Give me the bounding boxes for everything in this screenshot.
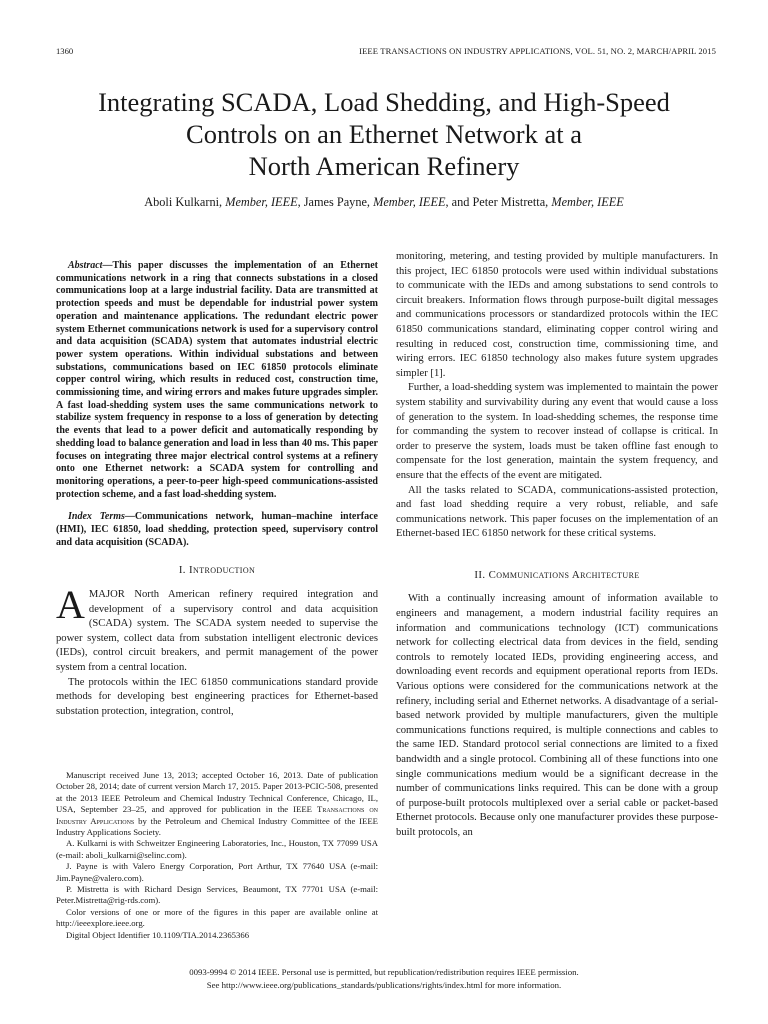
abstract-text: This paper discusses the implementation of an Ethernet communications network in a ring that connects substations in a closed communications loop at a large industrial facility. Data are transmitted at protection speeds and must be dependable for industrial power system operation and maintenance applications. The redundant electric power system Ethernet communications network is used for a supervisory control and data acquisition (SCADA) system that automates industrial electric power system operations. Within individual substations and between substations, communications based on IEC 61850 protocols eliminate copper control wiring, which results in reduced cost, construction time, commissioning time, and wiring errors and makes future upgrades simpler. A fast load-shedding system uses the same communications network to stabilize system frequency in response to a loss of generation by detecting the events that lead to a power deficit and automatically responding by shedding load to balance generation and load in less than 40 ms. This paper focuses on integrating three major electrical control systems at a refinery onto one Ethernet network: a SCADA system for controlling and monitoring operations, a peer-to-peer high-speed communications-assisted protection scheme, and a fast load-shedding system. — [56, 260, 378, 500]
title-line-1: Integrating SCADA, Load Shedding, and High-Speed — [98, 87, 670, 117]
right-paragraph-3: All the tasks related to SCADA, communications-assisted protection, and fast load shedding require a very robust, reliable, and safe communications network. This paper focuses on the implementation of an Ethernet-based IEC 61850 network for these critical systems. — [396, 484, 718, 540]
paper-title — [40, 86, 728, 182]
footnote-manuscript — [56, 770, 378, 838]
copyright-line-2: See http://www.ieee.org/publications_standards/publications/rights/index.html for more information. — [206, 979, 562, 990]
index-terms-label: Index Terms — [68, 511, 125, 523]
author-2-role: Member, IEEE — [373, 195, 446, 209]
title-line-2: Controls on an Ethernet Network at a — [186, 119, 582, 149]
left-column — [56, 250, 378, 719]
footnote-author-2: J. Payne is with Valero Energy Corporation, Port Arthur, TX 77640 USA (e-mail: Jim.Payne@valero.com). — [56, 861, 378, 883]
intro-paragraph-2: The protocols within the IEC 61850 communications standard provide methods for developing best engineering practices for Ethernet-based substation protection, integration, control, — [56, 676, 378, 717]
section-heading-architecture — [396, 568, 718, 583]
footnote-author-1: A. Kulkarni is with Schweitzer Engineering Laboratories, Inc., Houston, TX 77099 USA (e-mail: aboli_kulkarni@selinc.com). — [56, 838, 378, 860]
footnotes — [56, 770, 378, 941]
journal-name: IEEE TRANSACTIONS ON INDUSTRY APPLICATIONS, VOL. 51, NO. 2, MARCH/APRIL 2015 — [359, 46, 716, 56]
section-1-name: Introduction — [189, 564, 256, 577]
architecture-paragraph-1: With a continually increasing amount of information available to engineers and management, a modern industrial facility requires an information and communications technology (ICT) communications network for collecting electrical data from devices in the field, sending controls to remotely located IEDs, providing engineering access, and downloading event records and equipment operational reports from IEDs. Various options were considered for the communications network at the refinery, including serial and Ethernet networks. A disadvantage of a serial-based network provided by multiple manufacturers, given the multiple communications functions required, is multiple connections and cables to the same IED. Standard protocol serial connections are limited to a fixed bandwidth and a single protocol. Combining all of these functions into one single communications medium would be a significant decrease in the number of communications links required. This can be done with a group of purpose-built protocols multiplexed over a serial cable or packet-based Ethernet protocols. Because only one manufacturer provides these purpose-built protocols, an — [396, 593, 718, 838]
right-paragraph-2: Further, a load-shedding system was implemented to maintain the power system stability and survivability during any event that would cause a loss of generation to the system. In load-shedding schemes, the response time for commanding the system to recover instead of collapse is critical. In order to preserve the system, loads must be taken offline fast enough to compensate for the lost generation, maintain the system frequency, and ensure that the effects of the event are mitigated. — [396, 382, 718, 481]
section-heading-introduction — [56, 563, 378, 578]
footnote-journal-name: Transactions on Industry Applications — [56, 804, 379, 826]
author-list — [40, 195, 728, 210]
section-2-name: Communications Architecture — [488, 568, 640, 581]
right-column — [396, 250, 718, 841]
page-number: 1360 — [56, 46, 74, 56]
section-2-numeral: II. — [474, 568, 489, 581]
running-header — [56, 46, 716, 60]
section-1-numeral: I. — [178, 564, 190, 577]
abstract-label: Abstract — [68, 260, 103, 271]
copyright-footer — [0, 966, 768, 991]
intro-paragraph-1 — [56, 582, 378, 676]
author-1-role: Member, IEEE — [225, 195, 298, 209]
footnote-author-3: P. Mistretta is with Richard Design Services, Beaumont, TX 77701 USA (e-mail: Peter.Mistretta@rig-rds.com). — [56, 884, 378, 906]
author-3: , and Peter Mistretta, — [445, 195, 552, 209]
author-3-role: Member, IEEE — [551, 195, 624, 209]
author-1: Aboli Kulkarni, — [144, 195, 226, 209]
author-2: , James Payne, — [297, 195, 374, 209]
copyright-line-1: 0093-9994 © 2014 IEEE. Personal use is permitted, but republication/redistribution requires IEEE permission. — [189, 967, 579, 977]
right-paragraph-1: monitoring, metering, and testing provided by multiple manufacturers. In this project, IEC 61850 protocols were used within individual substations to communicate with the IEDs and among substations to send controls to circuit breakers. Information flows through purpose-built digital messages and communications processors or standardized protocols within the IEC 61850 communications standard, eliminating copper control wiring and resulting in reduced cost, construction time, commissioning time, and wiring errors. IEC 61850 technology also makes future system upgrades simpler [1]. — [396, 251, 718, 379]
footnote-color-figures: Color versions of one or more of the figures in this paper are available online at http://ieeexplore.ieee.org. — [56, 906, 378, 929]
intro-paragraph-1-text: MAJOR North American refinery required integration and development of a supervisory control and data acquisition (SCADA) system. The SCADA system needed to supervise the power system, collect data from substation intelligent electronic devices (IEDs), control circuit breakers, and permit management of the power system from a central location. — [56, 589, 378, 674]
footnote-manuscript-text: Manuscript received June 13, 2013; accepted October 16, 2013. Date of publication October 28, 2014; date of current version March 17, 2015. Paper 2013-PCIC-508, presented at the 2013 IEEE Petroleum and Chemical Industry Technical Conference, Chicago, IL, USA, September 23–25, and approved for publication in the IEEE — [56, 770, 378, 815]
drop-cap: A — [56, 582, 85, 628]
title-line-3: North American Refinery — [248, 151, 520, 181]
index-terms-text: Communications network, human–machine interface (HMI), IEC 61850, load shedding, protection speed, supervisory control and data acquisition (SCADA). — [56, 511, 378, 548]
index-terms: Index Terms—Communications network, human–machine interface (HMI), IEC 61850, load shedding, protection speed, supervisory control and data acquisition (SCADA). — [56, 511, 378, 548]
footnote-manuscript-end: by the Petroleum and Chemical Industry Committee of the IEEE Industry Applications Society. — [56, 815, 378, 838]
footnote-doi: Digital Object Identifier 10.1109/TIA.2014.2365366 — [66, 929, 250, 940]
abstract: Abstract—This paper discusses the implementation of an Ethernet communications network in a ring that connects substations in a closed communications loop at a large industrial facility. Data are transmitted at protection speeds and must be dependable for industrial power system operation and maintenance applications. The redundant electric power system Ethernet communications network is used for a supervisory control and data acquisition (SCADA) system that automates industrial electric power system operations. Within individual substations and between substations, communications based on IEC 61850 protocols eliminate copper control wiring, which results in reduced cost, construction time, commissioning time, and wiring errors and makes future upgrades simpler. A fast load-shedding system uses the same communications network to stabilize system frequency in response to a loss of generation by detecting the events that lead to a power deficit and automatically responding by shedding load to balance generation and load in less than 40 ms. This paper focuses on integrating three major electrical control systems at a refinery onto one Ethernet network: a SCADA system for controlling and monitoring operations, a peer-to-peer high-speed communications-assisted protection scheme, and a fast load-shedding system. — [56, 260, 378, 500]
